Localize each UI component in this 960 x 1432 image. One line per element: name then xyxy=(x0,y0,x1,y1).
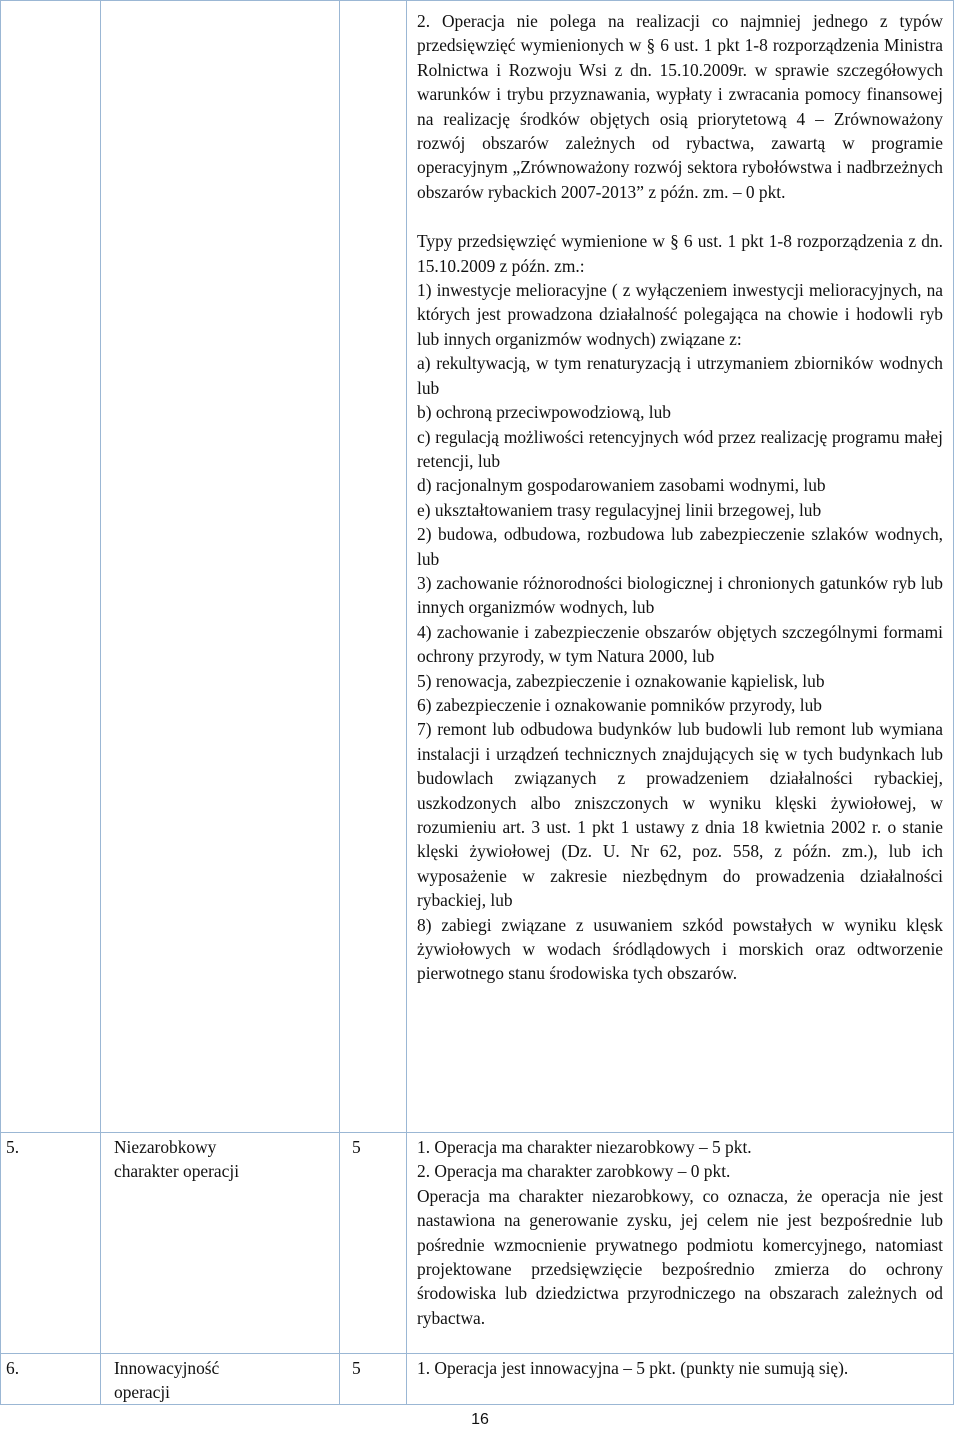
table-border-col2 xyxy=(339,0,340,1404)
types-intro: Typy przedsięwzięć wymienione w § 6 ust. 1 pkt 1-8 rozporządzenia z dn. 15.10.2009 z późn. zm.: xyxy=(417,231,943,276)
row6-max-points: 5 xyxy=(352,1358,361,1378)
list-item: 8) zabiegi związane z usuwaniem szkód powstałych w wyniku klęsk żywiołowych w wodach śródlądowych i morskich oraz odtworzenie pierwotnego stanu środowiska tych obszarów. xyxy=(417,914,943,984)
list-item: e) ukształtowaniem trasy regulacyjnej linii brzegowej, lub xyxy=(417,499,822,520)
row5-description-cell xyxy=(417,1135,943,1330)
row5-line: 2. Operacja ma charakter zarobkowy – 0 pkt. xyxy=(417,1161,731,1182)
page-number: 16 xyxy=(471,1411,489,1428)
list-item: 2) budowa, odbudowa, rozbudowa lub zabezpieczenie szlaków wodnych, lub xyxy=(417,524,943,569)
list-item: 6) zabezpieczenie i oznakowanie pomników przyrody, lub xyxy=(417,694,822,715)
list-item: 7) remont lub odbudowa budynków lub budowli lub remont lub wymiana instalacji i urządzeń technicznych znajdujących się w tych budynkach lub budowlach związanych z prowadzeniem działalności rybackiej, uszkodzonych albo zniszczonych w wyniku klęski żywiołowej, w rozumieniu art. 3 ust. 1 pkt 1 ustawy z dnia 18 kwietnia 2002 r. o stanie klęski żywiołowej (Dz. U. Nr 62, poz. 558, z późn. zm.), lub ich wyposażenie w zakresie niezbędnym do prowadzenia działalności rybackiej, lub xyxy=(417,719,943,911)
row5-top-border xyxy=(0,1132,954,1133)
row6-top-border xyxy=(0,1353,954,1354)
row5-number: 5. xyxy=(6,1137,20,1157)
list-item: a) rekultywacją, w tym renaturyzacją i utrzymaniem zbiorników wodnych lub xyxy=(417,353,943,398)
row6-number: 6. xyxy=(6,1358,20,1378)
row5-criterion-name: Niezarobkowy charakter operacji xyxy=(114,1137,240,1182)
row6-criterion-name: Innowacyjność operacji xyxy=(114,1358,220,1403)
row5-max-points: 5 xyxy=(352,1137,361,1157)
row5-line: 1. Operacja ma charakter niezarobkowy – 5 pkt. xyxy=(417,1137,752,1157)
list-item: 3) zachowanie różnorodności biologicznej i chronionych gatunków ryb lub innych organizmów wodnych, lub xyxy=(417,572,943,618)
table-border-top xyxy=(0,0,954,1)
table-border-col3 xyxy=(406,0,407,1404)
row6-description-cell xyxy=(417,1356,943,1380)
list-item: 1) inwestycje melioracyjne ( z wyłączeniem inwestycji melioracyjnych, na których jest prowadzona działalność polegająca na chowie i hodowli ryb lub innych organizmów wodnych) związane z: xyxy=(417,280,943,349)
row5-line: Operacja ma charakter niezarobkowy, co oznacza, że operacja nie jest nastawiona na generowanie zysku, jej celem nie jest bezpośrednie lub pośrednie wzmocnienie prywatnego podmiotu komercyjnego, natomiast projektowane przedsięwzięcie bezpośrednio zmierza do ochrony środowiska lub dziedzictwa przyrodniczego na obszarach zależnych od rybactwa. xyxy=(417,1185,943,1328)
list-item: 4) zachowanie i zabezpieczenie obszarów objętych szczególnymi formami ochrony przyrody, w tym Natura 2000, lub xyxy=(417,621,943,667)
table-border-left xyxy=(0,0,1,1404)
list-item: 5) renowacja, zabezpieczenie i oznakowanie kąpielisk, lub xyxy=(417,670,825,691)
criterion-paragraph: 2. Operacja nie polega na realizacji co najmniej jednego z typów przedsięwzięć wymienionych w § 6 ust. 1 pkt 1-8 rozporządzenia Ministra Rolnictwa i Rozwoju Wsi z dn. 15.10.2009r. w sprawie szczegółowych warunków i trybu przyznawania, wypłaty i zwracania pomocy finansowej na realizację środków objętych osią priorytetową 4 – Zrównoważony rozwój obszarów zależnych od rybactwa, zawartą w programie operacyjnym „Zrównoważony rozwój sektora rybołówstwa i nadbrzeżnych obszarów rybackich 2007-2013” z późn. zm. – 0 pkt. xyxy=(417,11,943,202)
list-item: d) racjonalnym gospodarowaniem zasobami wodnymi, lub xyxy=(417,475,826,496)
criteria-continuation-cell xyxy=(417,9,943,986)
row6-line: 1. Operacja jest innowacyjna – 5 pkt. (punkty nie sumują się). xyxy=(417,1358,849,1378)
list-item: b) ochroną przeciwpowodziową, lub xyxy=(417,402,672,423)
list-item: c) regulacją możliwości retencyjnych wód przez realizację programu małej retencji, lub xyxy=(417,426,943,471)
paragraph-gap xyxy=(417,204,943,229)
table-border-col1 xyxy=(100,0,101,1404)
table-border-right xyxy=(953,0,954,1404)
